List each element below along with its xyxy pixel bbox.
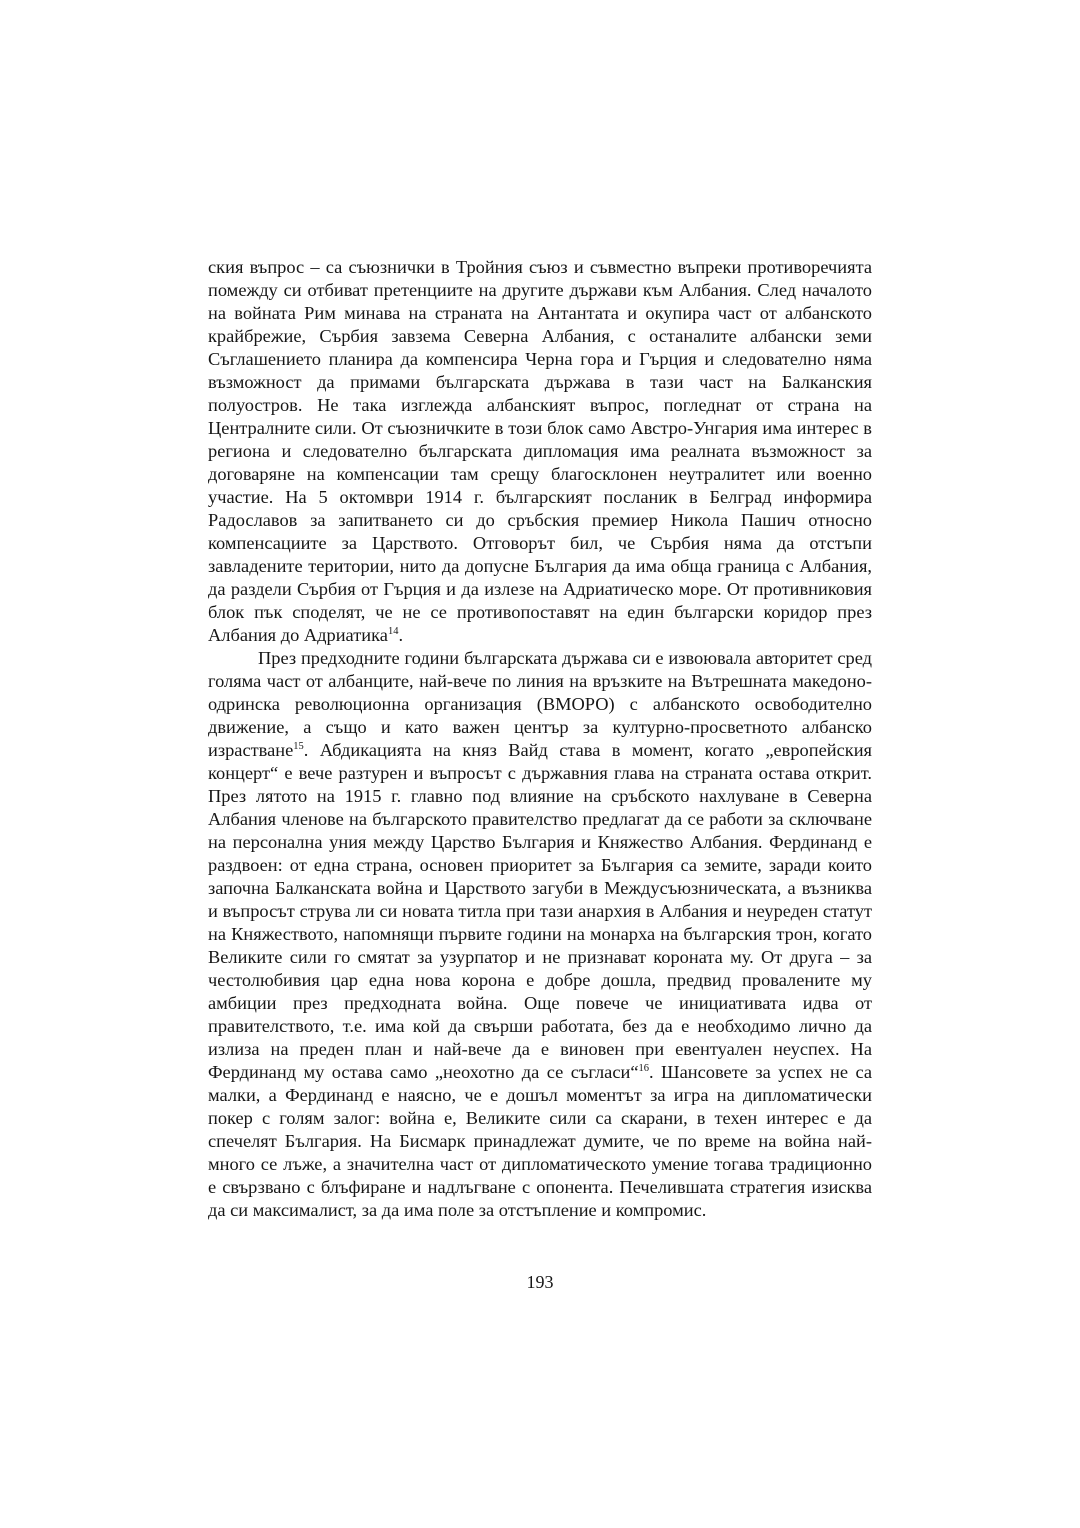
body-text	[208, 256, 872, 1222]
page-number: 193	[526, 1272, 554, 1292]
footnote-ref-16[interactable]: 16	[638, 1062, 650, 1074]
paragraph-1-text: ския въпрос – са съюзнички в Тройния съюз и съвместно въпреки противоречията помежду си отбиват претенциите на другите държави към Албания. След началото на войната Рим минава на страната на Антантата и окупира част от албанското крайбрежие, Сърбия завзема Северна Албания, с останалите албански земи Съглашението планира да компенсира Черна гора и Гърция и следователно няма възможност да примами българската държава в тази част на Балканския полуостров. Не така изглежда албанският въпрос, погледнат от страна на Централните сили. От съюзничките в този блок само Австро-Унгария има интерес в региона и следователно българската дипломация има реалната възможност за договаряне на компенсации там срещу благосклонен неутралитет или военно участие. На 5 октомври 1914 г. българският посланик в Белград информира Радославов за запитването си до сръбския премиер Никола Пашич относно компенсациите за Царството. Отговорът бил, че Сърбия няма да отстъпи завладените територии, нито да допусне България да има обща граница с Албания, да раздели Сърбия от Гърция и да излезе на Адриатическо море. От противниковия блок пък споделят, че не се противопоставят на един български коридор през Албания до Адриатика	[208, 257, 872, 645]
footnote-ref-15[interactable]: 15	[293, 740, 304, 752]
paragraph-2-text-c: . Шансовете за успех не са малки, а Фердинанд е наясно, че е дошъл моментът за игра на дипломатически покер с голям залог: война е, Великите сили са скарани, в техен интерес е да спечелят България. На Бисмарк принадлежат думите, че по време на война най-много се лъже, а значителна част от дипломатическото умение тогава традиционно е свързвано с блъфиране и надлъгване с опонента. Печелившата стратегия изисква да си максималист, за да има поле за отстъпление и компромис.	[208, 1062, 872, 1220]
paragraph-1-end: .	[398, 625, 404, 645]
paragraph-2-text-a: През предходните години българската държава си е извоювала авторитет сред голяма част от албанците, най-вече по линия на връзките на Вътрешната македоно-одринска революционна организация (ВМОРО) с албанското освободително движение, а също и като важен център за културно-просветното албанско израстване	[208, 648, 872, 760]
paragraph-2	[208, 647, 872, 1222]
paragraph-1	[208, 256, 872, 647]
paragraph-2-text-b: . Абдикацията на княз Вайд става в момент, когато „европейския концерт“ е вече разтурен и въпросът с държавния глава на страната остава открит. През лятото на 1915 г. главно под влияние на сръбското нахлуване в Северна Албания членове на българското правителство предлагат да се работи за сключване на персонална уния между Царство България и Княжество Албания. Фердинанд е раздвоен: от една страна, основен приоритет за България са земите, заради които започна Балканската война и Царството загуби в Междусъюзническата, а възниква и въпросът струва ли си новата титла при тази анархия в Албания и неуреден статут на Княжеството, напомнящи първите години на монарха на българския трон, когато Великите сили го смятат за узурпатор и не признават короната му. От друга – за честолюбивия цар една нова корона е добре дошла, предвид провалените му амбиции през предходната война. Още повече че инициативата идва от правителството, т.е. има кой да свърши работата, без да е необходимо лично да излиза на преден план и най-вече да е виновен при евентуален неуспех. На Фердинанд му остава само „неохотно да се съгласи“	[208, 740, 872, 1082]
footnote-ref-14[interactable]: 14	[387, 625, 399, 637]
